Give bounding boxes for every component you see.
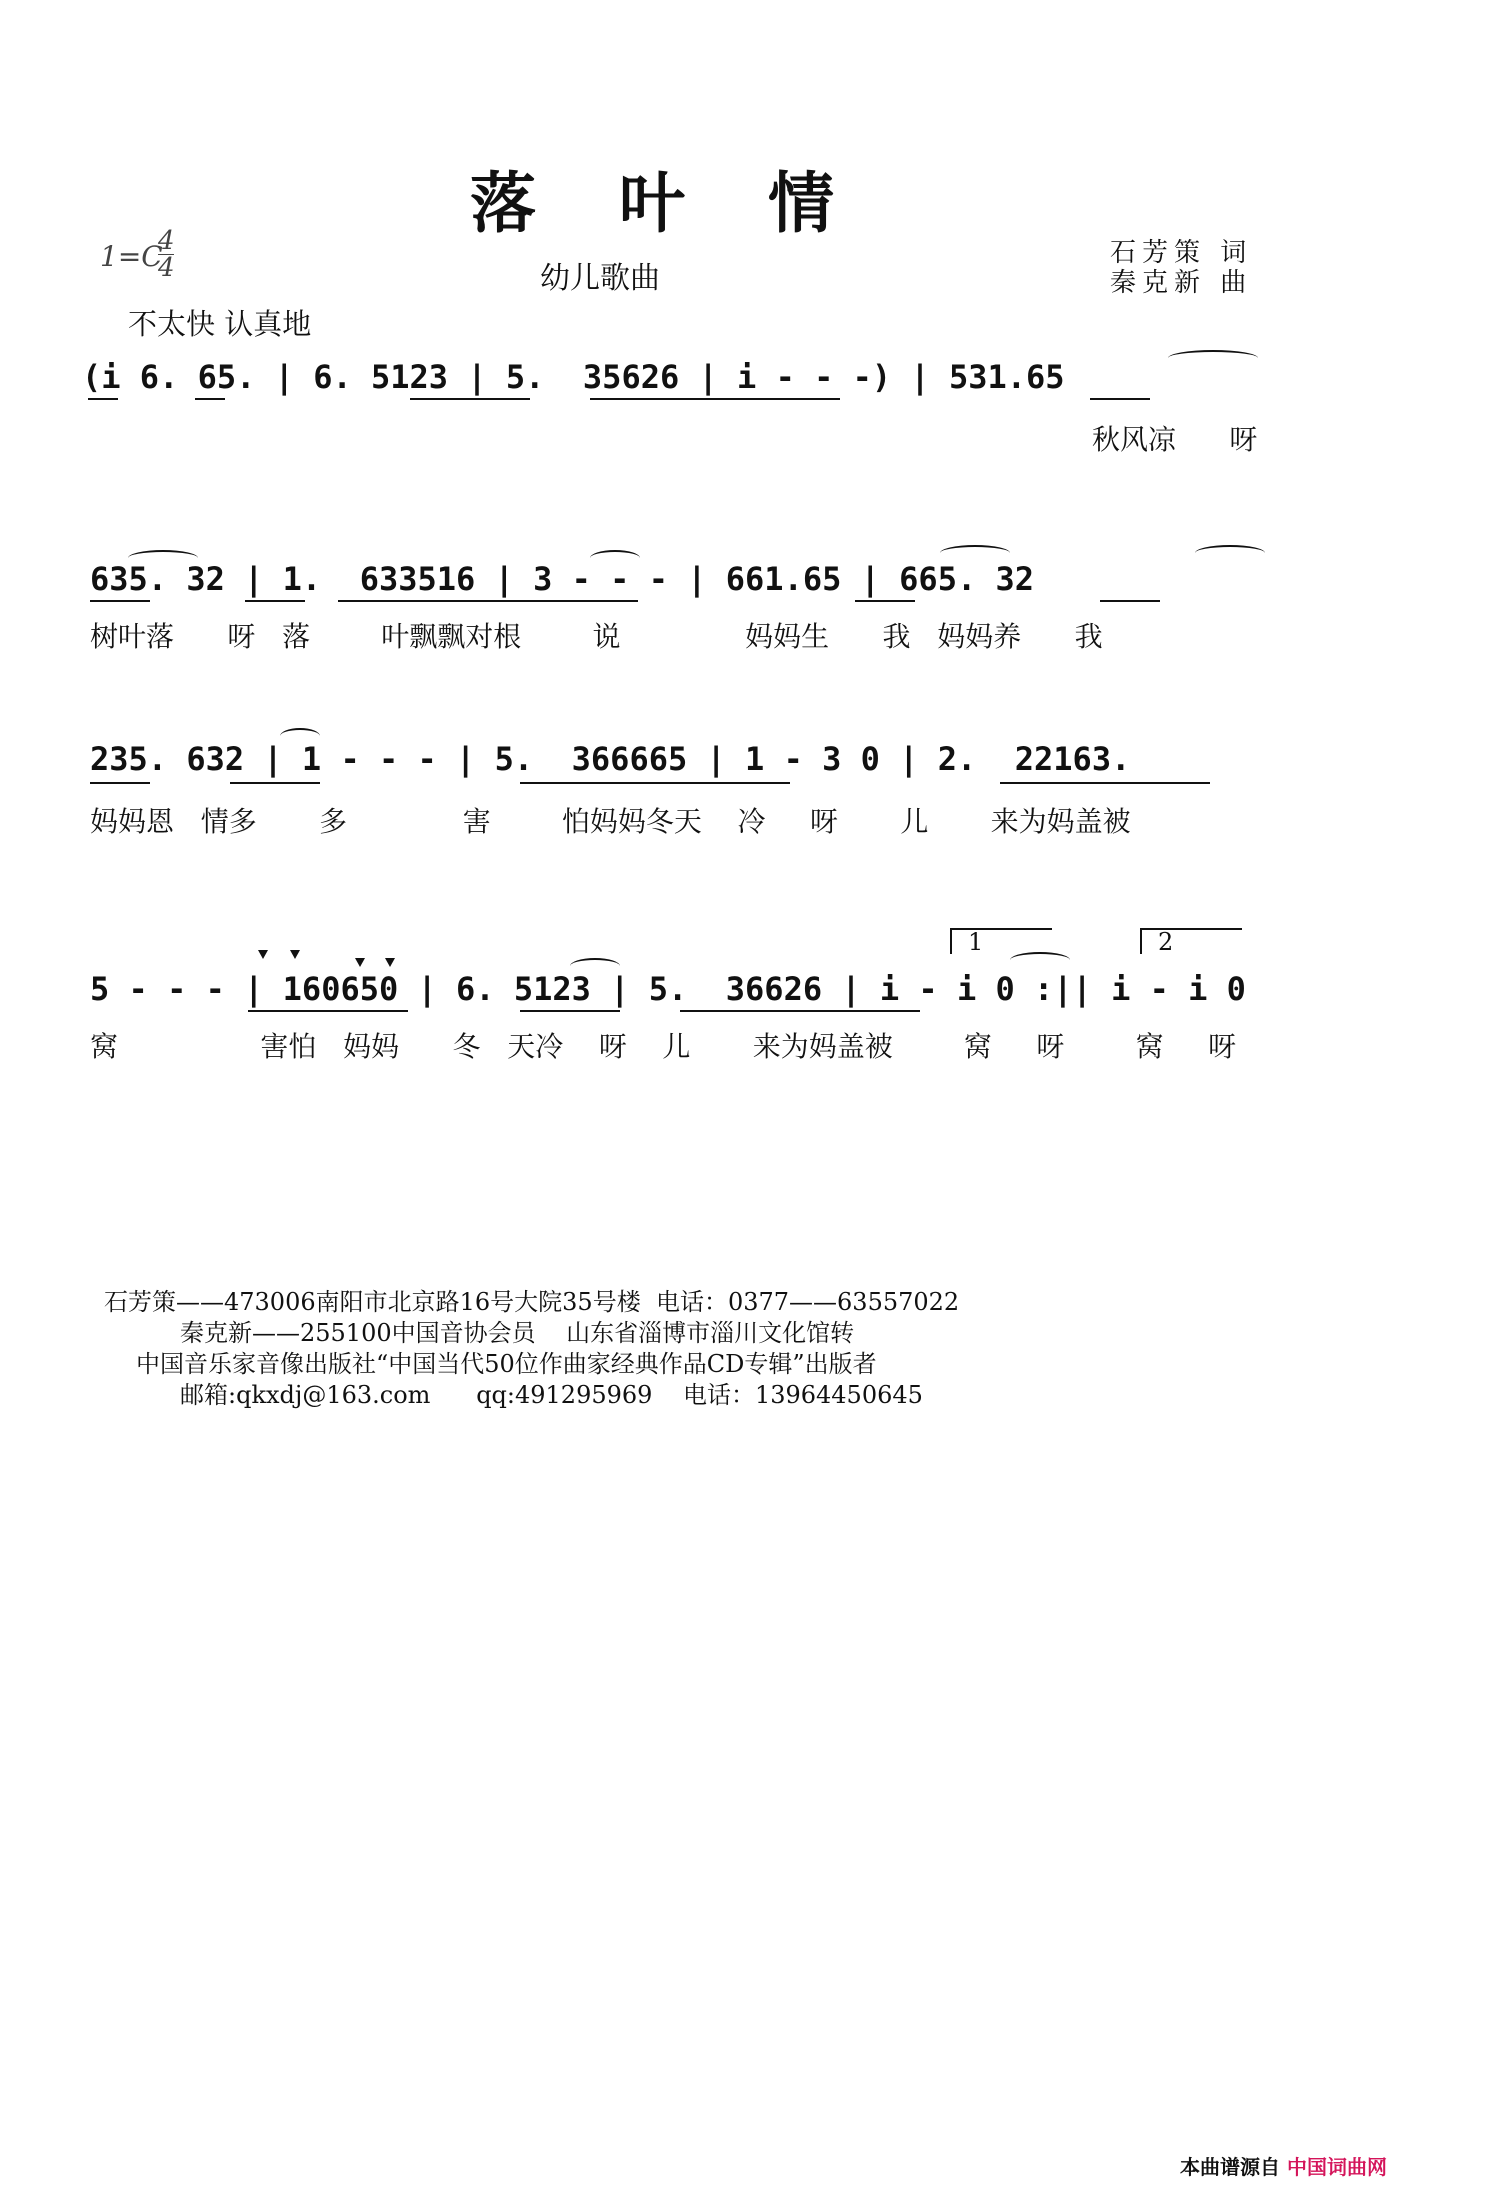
underline: [410, 398, 530, 400]
lyrics-line-2: 树叶落 呀 落 叶飘飘对根 说 妈妈生 我 妈妈养 我: [90, 620, 1103, 653]
underline: [248, 1010, 408, 1012]
time-bottom: 4: [158, 253, 175, 283]
slur: [128, 550, 198, 566]
notation-line-2: 635. 32 | 1. 633516 | 3 - - - | 661.65 | 665. 32: [90, 560, 1035, 598]
song-title: 落 叶 情: [470, 165, 864, 242]
tempo-marking: 不太快 认真地: [128, 307, 312, 341]
volta-1-label: 1: [968, 928, 984, 956]
slur: [1195, 545, 1265, 561]
underline: [1100, 600, 1160, 602]
volta-2-label: 2: [1158, 928, 1174, 956]
song-subtitle: 幼儿歌曲: [540, 261, 660, 296]
underline: [90, 782, 150, 784]
accent-mark: [258, 950, 268, 959]
underline: [230, 782, 320, 784]
underline: [195, 398, 225, 400]
lyricist-credit: 石芳策 词: [1110, 238, 1253, 268]
underline: [680, 1010, 920, 1012]
source-credit: [1180, 2151, 1387, 2180]
volta-bracket-2: [1140, 928, 1242, 954]
composer-credit: 秦克新 曲: [1110, 268, 1253, 298]
key-signature: [100, 226, 175, 283]
slur: [570, 958, 620, 974]
lyrics-line-3: 妈妈恩 情多 多 害 怕妈妈冬天 冷 呀 儿 来为妈盖被: [90, 805, 1131, 838]
contact-line-1: 石芳策——473006南阳市北京路16号大院35号楼 电话：0377——63557022: [104, 1288, 960, 1316]
lyrics-line-4: 窝 害怕 妈妈 冬 天冷 呀 儿 来为妈盖被 窝 呀 窝 呀: [90, 1030, 1237, 1063]
slur: [940, 545, 1010, 561]
time-top: 4: [158, 226, 175, 256]
underline: [245, 600, 305, 602]
underline: [520, 1010, 620, 1012]
accent-mark: [385, 958, 395, 967]
lyrics-line-1: 秋风凉 呀: [1092, 423, 1258, 456]
underline: [88, 398, 118, 400]
slur: [1010, 952, 1070, 968]
accent-mark: [355, 958, 365, 967]
accent-mark: [290, 950, 300, 959]
underline: [338, 600, 638, 602]
slur: [280, 728, 320, 744]
notation-line-4: 5 - - - | 160650 | 6. 5123 | 5. 36626 | i - i 0 :|| i - i 0: [90, 970, 1246, 1008]
underline: [90, 600, 150, 602]
contact-line-4: 邮箱:qkxdj@163.com qq:491295969 电话：13964450645: [180, 1381, 923, 1409]
underline: [590, 398, 840, 400]
key-label: 1=C: [100, 240, 163, 273]
slur: [1168, 350, 1258, 366]
notation-line-3: 235. 632 | 1 - - - | 5. 366665 | 1 - 3 0 | 2. 22163.: [90, 740, 1131, 778]
source-label: 本曲谱源自: [1180, 2155, 1281, 2179]
underline: [855, 600, 915, 602]
contact-line-3: 中国音乐家音像出版社“中国当代50位作曲家经典作品CD专辑”出版者: [136, 1350, 877, 1378]
source-site-link[interactable]: 中国词曲网: [1287, 2155, 1387, 2179]
slur: [590, 550, 640, 566]
underline: [1090, 398, 1150, 400]
underline: [1000, 782, 1210, 784]
time-signature: [158, 228, 175, 281]
notation-line-1: (i 6. 65. | 6. 5123 | 5. 35626 | i - - -) | 531.65: [82, 358, 1065, 396]
contact-line-2: 秦克新——255100中国音协会员 山东省淄博市淄川文化馆转: [180, 1319, 855, 1347]
volta-bracket-1: [950, 928, 1052, 954]
underline: [520, 782, 790, 784]
